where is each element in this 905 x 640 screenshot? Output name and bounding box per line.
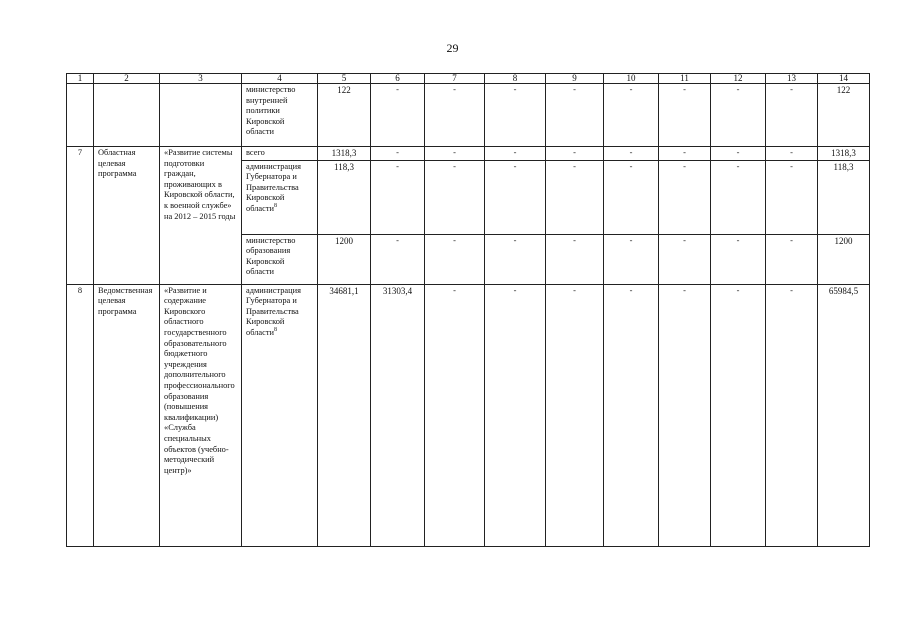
- table-cell: -: [546, 284, 604, 546]
- table-cell: -: [425, 160, 485, 234]
- table-row: [67, 147, 870, 161]
- table-cell: -: [711, 284, 766, 546]
- table-cell: -: [604, 234, 659, 284]
- column-header: 7: [425, 74, 485, 84]
- table-cell: -: [425, 147, 485, 161]
- page-number: 29: [446, 41, 459, 55]
- table-cell: -: [425, 84, 485, 147]
- program-type: Ведомственная целевая программа: [94, 284, 160, 546]
- table-cell: -: [425, 284, 485, 546]
- table-cell: [242, 160, 318, 234]
- cell-text: администрация Губернатора и Правительства Кировской области: [246, 285, 301, 337]
- column-header: 5: [318, 74, 371, 84]
- table-cell: -: [485, 234, 546, 284]
- table-cell: -: [546, 147, 604, 161]
- table-cell: 1200: [818, 234, 870, 284]
- table-cell: 1318,3: [318, 147, 371, 161]
- column-header: 9: [546, 74, 604, 84]
- table-cell: -: [546, 84, 604, 147]
- column-header: 12: [711, 74, 766, 84]
- table-cell: [67, 84, 94, 147]
- table-cell: -: [766, 147, 818, 161]
- table-cell: -: [659, 84, 711, 147]
- table-cell: 122: [818, 84, 870, 147]
- table-cell: -: [371, 234, 425, 284]
- table-cell: -: [766, 84, 818, 147]
- table-cell: 118,3: [818, 160, 870, 234]
- table-cell: -: [766, 160, 818, 234]
- table-cell: -: [711, 234, 766, 284]
- table-cell: -: [371, 147, 425, 161]
- budget-table: [66, 73, 870, 547]
- table-cell: 1318,3: [818, 147, 870, 161]
- table-cell: -: [485, 84, 546, 147]
- table-cell: [160, 84, 242, 147]
- row-number: 7: [67, 147, 94, 285]
- table-cell: -: [659, 160, 711, 234]
- table-cell: министерство внутренней политики Кировской области: [242, 84, 318, 147]
- column-header: 3: [160, 74, 242, 84]
- table-cell: 65984,5: [818, 284, 870, 546]
- table-cell: 31303,4: [371, 284, 425, 546]
- table-cell: [242, 284, 318, 546]
- table-cell: -: [659, 284, 711, 546]
- table-cell: -: [766, 234, 818, 284]
- table-cell: -: [485, 284, 546, 546]
- table-cell: -: [659, 147, 711, 161]
- table-cell: [94, 84, 160, 147]
- table-row: [67, 84, 870, 147]
- column-header: 13: [766, 74, 818, 84]
- table-cell: -: [766, 284, 818, 546]
- table-cell: -: [711, 147, 766, 161]
- table-cell: -: [711, 84, 766, 147]
- table-cell: -: [604, 84, 659, 147]
- program-type: Областная целевая программа: [94, 147, 160, 285]
- table-cell: -: [546, 234, 604, 284]
- cell-text: администрация Губернатора и Правительства Кировской области: [246, 161, 301, 213]
- table-cell: -: [371, 160, 425, 234]
- column-header: 2: [94, 74, 160, 84]
- table-cell: 122: [318, 84, 371, 147]
- table-cell: -: [659, 234, 711, 284]
- program-name: «Развитие системы подготовки граждан, проживающих в Кировской области, к военной службе» на 2012 – 2015 годы: [160, 147, 242, 285]
- footnote-mark: 8: [274, 203, 277, 210]
- table-cell: -: [604, 160, 659, 234]
- table-cell: всего: [242, 147, 318, 161]
- column-header: 10: [604, 74, 659, 84]
- header-row: [67, 74, 870, 84]
- table-cell: 118,3: [318, 160, 371, 234]
- table-cell: министерство образования Кировской области: [242, 234, 318, 284]
- table-cell: -: [711, 160, 766, 234]
- table-cell: -: [546, 160, 604, 234]
- footnote-mark: 8: [274, 327, 277, 334]
- table-cell: 34681,1: [318, 284, 371, 546]
- table-cell: -: [425, 234, 485, 284]
- row-number: 8: [67, 284, 94, 546]
- table-cell: -: [371, 84, 425, 147]
- table-cell: -: [604, 284, 659, 546]
- column-header: 11: [659, 74, 711, 84]
- program-name: «Развитие и содержание Кировского областного государственного образовательного бюджетного учреждения дополнительного профессионального образования (повышения квалификации) «Служба специальных объектов (учебно-методический центр)»: [160, 284, 242, 546]
- column-header: 8: [485, 74, 546, 84]
- table-cell: -: [485, 160, 546, 234]
- table-cell: 1200: [318, 234, 371, 284]
- column-header: 6: [371, 74, 425, 84]
- table-cell: -: [604, 147, 659, 161]
- column-header: 4: [242, 74, 318, 84]
- column-header: 14: [818, 74, 870, 84]
- table-cell: -: [485, 147, 546, 161]
- table-row: [67, 284, 870, 546]
- column-header: 1: [67, 74, 94, 84]
